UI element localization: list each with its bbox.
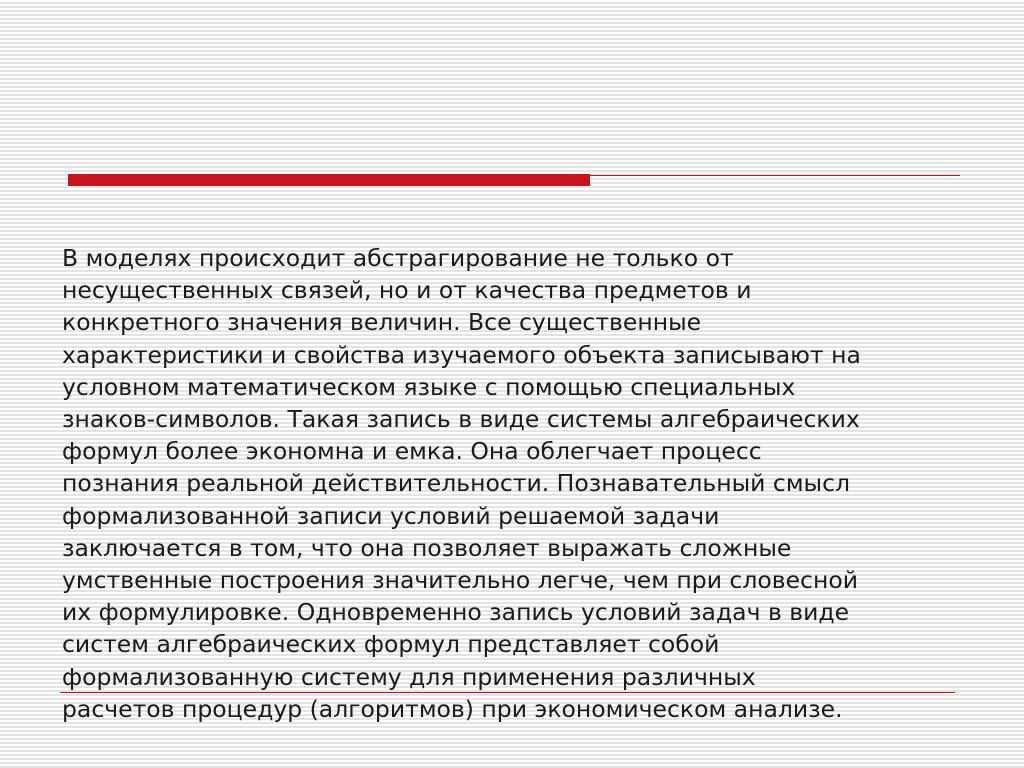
accent-bar-thick: [68, 174, 590, 186]
accent-line-thin: [590, 175, 960, 176]
body-text: В моделях происходит абстрагирование не только от несущественных связей, но и от качества предметов и конкретного значения величин. Все существенные характеристики и свойства изучаемого объекта записывают на условном математическом языке с помощью специальных знаков-символов. Такая запись в виде системы алгебраических формул более экономна и емка. Она облегчает процесс познания реальной действительности. Познавательный смысл формализованной записи условий решаемой задачи заключается в том, что она позволяет выражать сложные умственные построения значительно легче, чем при словесной их формулировке. Одновременно запись условий задач в виде систем алгебраических формул представляет собой формализованную систему для применения различных расчетов процедур (алгоритмов) при экономическом анализе.: [62, 244, 861, 723]
accent-line-bottom: [60, 692, 955, 693]
